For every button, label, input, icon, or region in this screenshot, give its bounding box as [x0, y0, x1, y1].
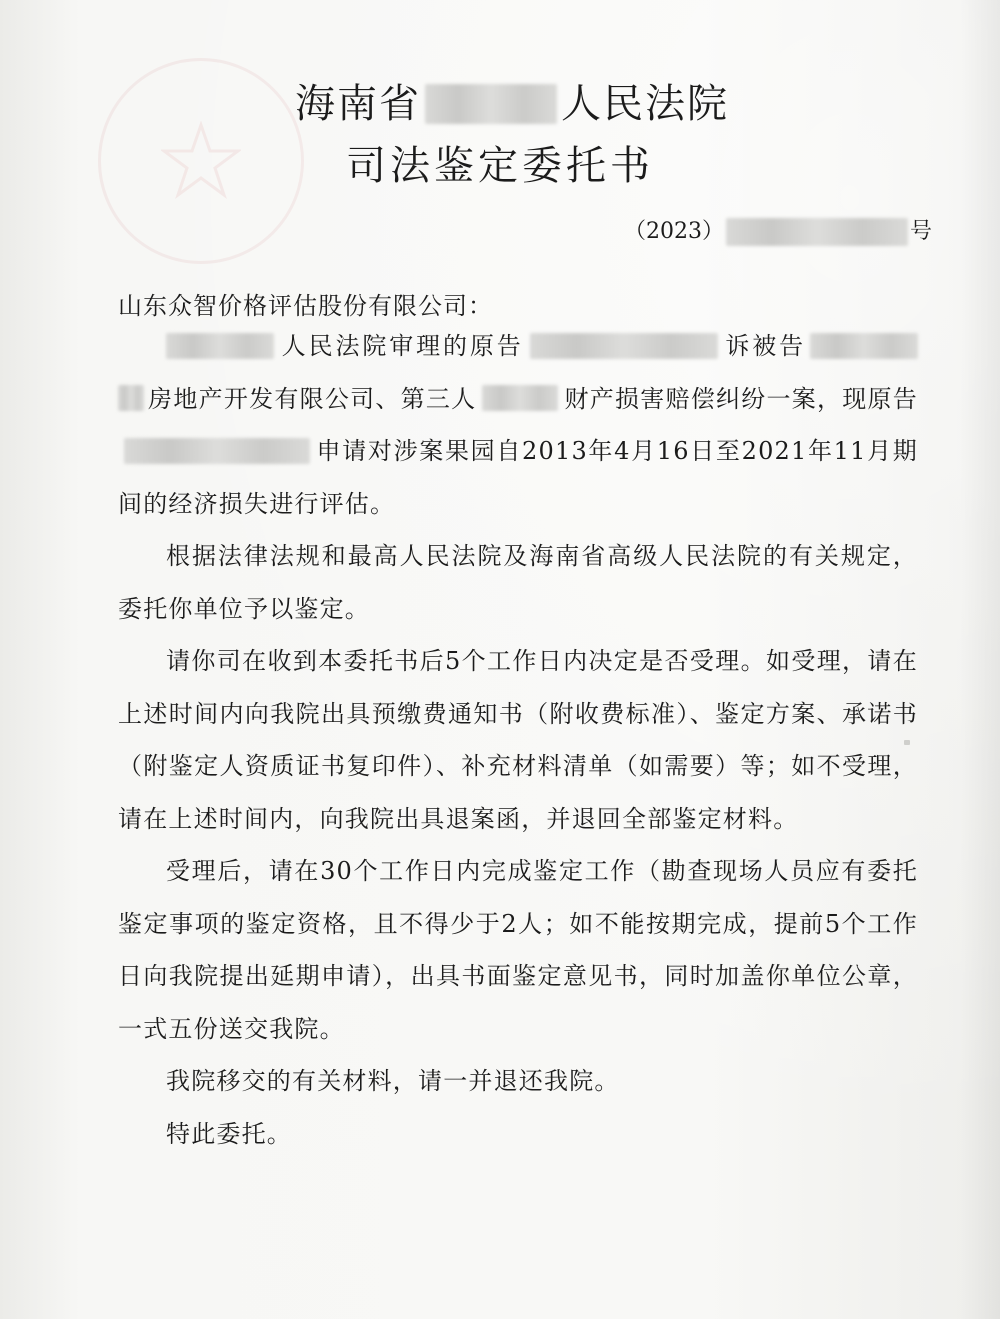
redacted-third-party — [482, 385, 558, 411]
document-title: 司法鉴定委托书 — [346, 143, 654, 189]
redacted-court — [166, 333, 274, 359]
doc-number-prefix: （2023） — [624, 219, 724, 244]
document-number — [624, 214, 932, 246]
paragraph-deadline: 受理后，请在30个工作日内完成鉴定工作（勘查现场人员应有委托鉴定事项的鉴定资格，且不得少于2人；如不能按期完成，提前5个工作日向我院提出延期申请），出具书面鉴定意见书，同时加盖你单位公章，一式五份送交我院。 — [118, 857, 918, 1043]
paragraph-acceptance: 请你司在收到本委托书后5个工作日内决定是否受理。如受理，请在上述时间内向我院出具预缴费通知书（附收费标准）、鉴定方案、承诺书（附鉴定人资质证书复印件）、补充材料清单（如需要）等；如不受理，请在上述时间内，向我院出具退案函，并退回全部鉴定材料。 — [118, 647, 918, 833]
letter-body — [118, 320, 918, 1160]
paper-mark — [904, 740, 910, 745]
redacted-court-name — [425, 84, 557, 124]
court-title-prefix: 海南省 — [295, 81, 421, 127]
case-text-1: 人民法院审理的原告 — [280, 332, 524, 360]
case-text-4: 财产损害赔偿纠纷一案，现原告 — [564, 384, 918, 413]
case-text-2: 诉被告 — [723, 332, 806, 360]
case-text-5: 申请对涉案果园自2013年4月16日至2021年11月期间的经济损失进行评估。 — [118, 437, 918, 518]
paragraph-materials: 我院移交的有关材料，请一并退还我院。 — [166, 1067, 620, 1095]
court-title-suffix: 人民法院 — [561, 81, 729, 127]
redacted-case-number — [726, 218, 908, 246]
paragraph-closing: 特此委托。 — [166, 1119, 292, 1148]
redacted-defendant — [810, 333, 918, 359]
redacted-plaintiff-2 — [124, 438, 310, 464]
redacted-plaintiff — [530, 333, 718, 359]
court-title — [12, 81, 1000, 127]
paragraph-legal-basis: 根据法律法规和最高人民法院及海南省高级人民法院的有关规定，委托你单位予以鉴定。 — [118, 542, 918, 623]
paragraph-case-description — [118, 320, 918, 530]
addressee: 山东众智价格评估股份有限公司： — [118, 292, 493, 320]
redacted-defendant-cont — [118, 385, 144, 411]
doc-number-suffix: 号 — [910, 219, 933, 244]
case-text-3: 房地产开发有限公司、第三人 — [148, 384, 477, 413]
